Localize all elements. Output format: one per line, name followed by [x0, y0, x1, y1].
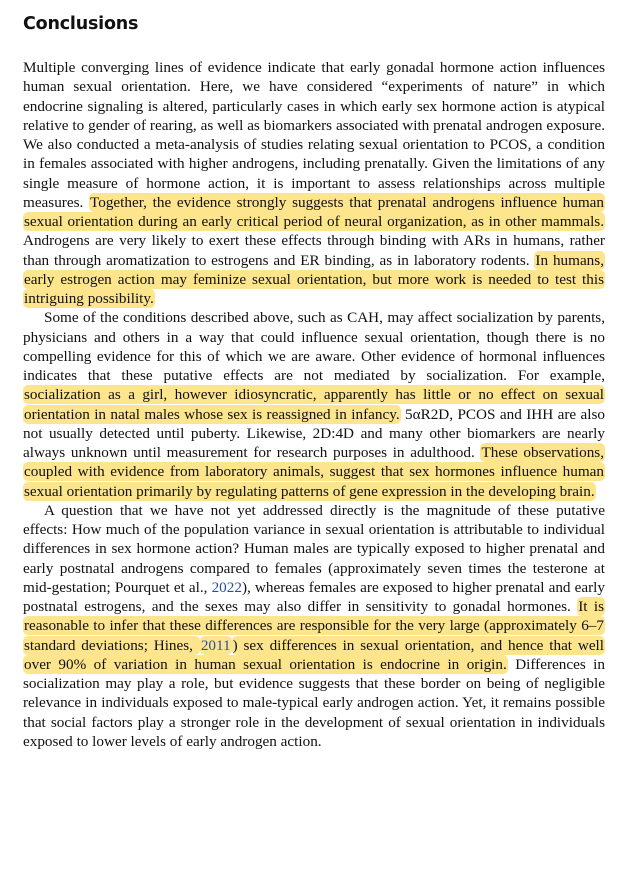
text-run: Androgens are very likely to exert these effects through binding with ARs in humans, rather than through aromatization to estrogens and ER binding, as in laboratory rodents.: [23, 232, 605, 269]
paragraph: [23, 501, 605, 751]
text-run: Differences in socialization may play a role, but evidence suggests that these border on being of negligible relevance in individuals exposed to male-typical early androgen action. Yet, it remains possible that social factors play a stronger role in the development of sexual orientation in individuals exposed to lower levels of early androgen action.: [23, 655, 605, 750]
text-run: Some of the conditions described above, such as CAH, may affect socialization by parents, physicians and others in a way that could influence sexual orientation, though there is no compelling evidence for this of which we are aware. Other evidence of hormonal influences indicates that these putative effects are not mediated by socialization. For example,: [23, 309, 605, 384]
highlighted-text: It is reasonable to infer that these differences are responsible for the very large (approximately 6–7 standard deviations; Hines,: [24, 598, 604, 654]
article-body: [23, 58, 605, 751]
citation-year-link[interactable]: 2022: [211, 578, 242, 596]
section-heading: Conclusions: [23, 14, 139, 34]
highlighted-text: These observations, coupled with evidence from laboratory animals, suggest that sex hormones influence human sexual orientation primarily by regulating patterns of gene expression in the developing brain.: [24, 444, 604, 500]
text-run: A question that we have not yet addressed directly is the magnitude of these putative effects: How much of the population variance in sexual orientation is attributable to individual differences in sex hormone action? Human males are typically exposed to higher prenatal and early postnatal androgens compared to females (approximately seven times the testerone at mid-gestation; Pourquet et al.,: [23, 501, 605, 596]
highlighted-text: Together, the evidence strongly suggests that prenatal androgens influence human sexual orientation during an early critical period of neural organization, as in other mammals.: [24, 193, 604, 230]
highlighted-text: In humans, early estrogen action may feminize sexual orientation, but more work is needed to test this intriguing possibility.: [24, 251, 604, 307]
highlighted-text: ) sex differences in sexual orientation, and hence that well over 90% of variation in human sexual orientation is endocrine in origin.: [24, 636, 604, 673]
paragraph: [23, 308, 605, 501]
text-run: Multiple converging lines of evidence indicate that early gonadal hormone action influences human sexual orientation. Here, we have considered “experiments of nature” in which endocrine signaling is altered, particularly cases in which early sex hormone action is atypical relative to gender of rearing, as well as biomarkers associated with prenatal androgen exposure. We also conducted a meta-analysis of studies relating sexual orientation to PCOS, a condition in females associated with higher androgens, including prenatally. Given the limitations of any single measure of hormone action, it is important to assess relationships across multiple measures.: [23, 59, 605, 211]
highlighted-text: socialization as a girl, however idiosyncratic, apparently has little or no effect on sexual orientation in natal males whose sex is reassigned in infancy.: [24, 386, 604, 423]
citation-year-link[interactable]: 2011: [200, 636, 231, 654]
text-run: 5αR2D, PCOS and IHH are also not usually detected until puberty. Likewise, 2D:4D and many other biomarkers are nearly always unknown until measurement for research purposes in adulthood.: [23, 405, 605, 461]
text-run: ), whereas females are exposed to higher prenatal and early postnatal estrogens, and the sexes may also differ in sensitivity to gonadal hormones.: [23, 578, 605, 615]
paragraph: [23, 58, 605, 308]
